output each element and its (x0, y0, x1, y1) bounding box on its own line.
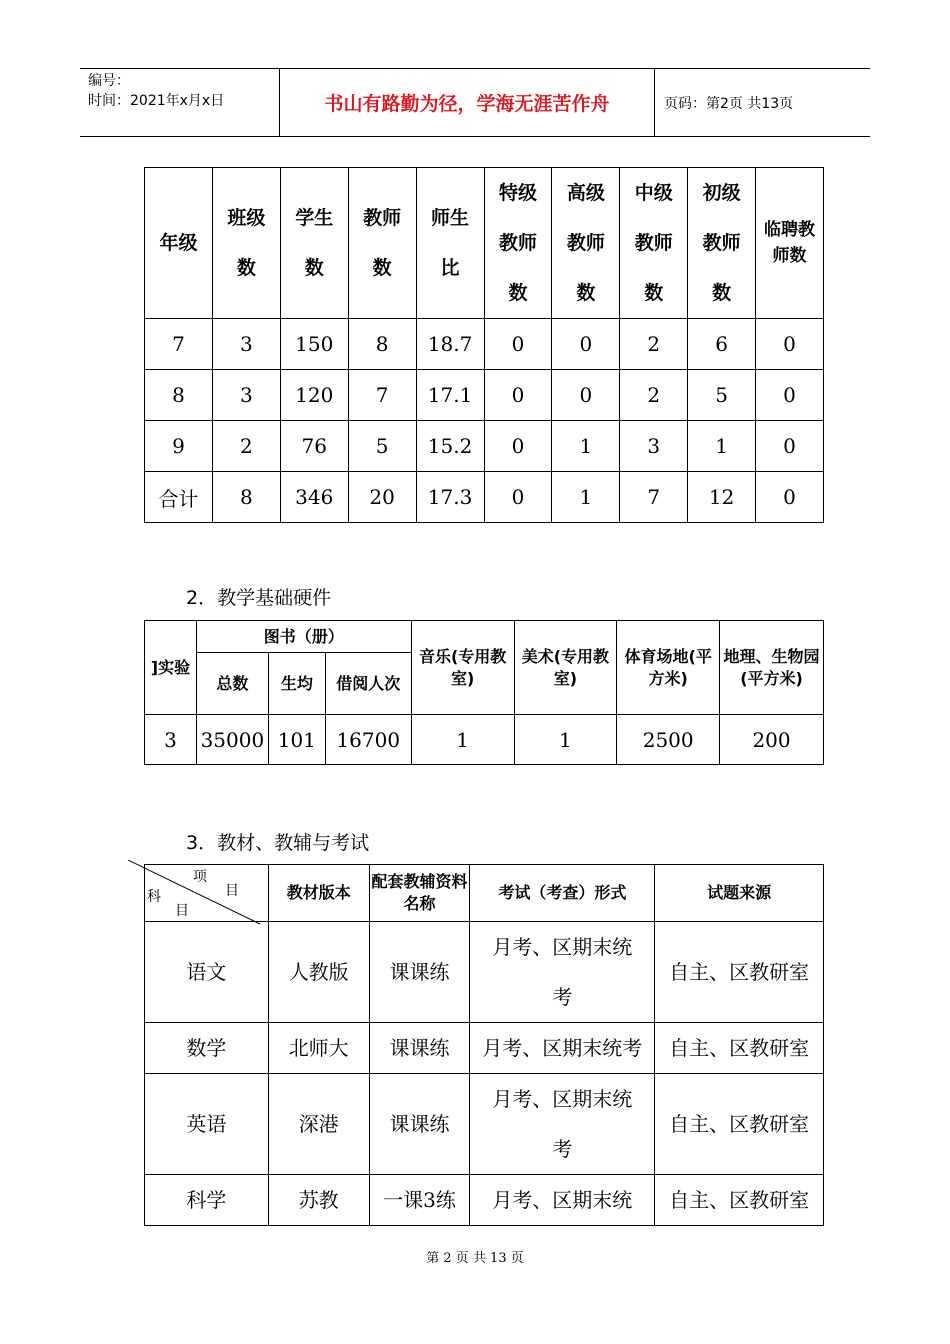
cell: 0 (756, 370, 824, 421)
staff-table-header (145, 168, 824, 319)
th-students: 学生数 (280, 168, 348, 319)
table-row (145, 421, 824, 472)
cell: 101 (268, 715, 325, 765)
cell: 8 (145, 370, 213, 421)
corner-item: 项 (193, 869, 207, 885)
th-garden: 地理、生物园(平方米) (720, 621, 824, 715)
cell: 自主、区教研室 (655, 1074, 824, 1175)
th-junior: 初级教师数 (688, 168, 756, 319)
cell: 数学 (145, 1023, 269, 1074)
cell: 0 (756, 421, 824, 472)
header-motto: 书山有路勤为径，学海无涯苦作舟 (280, 69, 655, 136)
cell: 20 (348, 472, 416, 523)
cell: 语文 (145, 922, 269, 1023)
section-3-title: 3．教材、教辅与考试 (186, 832, 370, 854)
cell: 1 (552, 472, 620, 523)
header-page-info: 页码：第2页 共13页 (664, 95, 794, 112)
cell: 课课练 (369, 1074, 470, 1175)
cell: 月考、区期末统考 (470, 922, 655, 1023)
th-senior: 高级教师数 (552, 168, 620, 319)
staff-table (144, 167, 824, 523)
cell: 一课3练 (369, 1175, 470, 1226)
cell: 5 (348, 421, 416, 472)
cell: 月考、区期末统考 (470, 1023, 655, 1074)
cell: 0 (756, 472, 824, 523)
cell: 7 (620, 472, 688, 523)
th-total: 总数 (196, 653, 268, 715)
header-meta (80, 69, 280, 136)
cell: 科学 (145, 1175, 269, 1226)
corner-subject: 科 (147, 889, 161, 905)
cell: 1 (688, 421, 756, 472)
th-special: 特级教师数 (484, 168, 552, 319)
cell: 8 (212, 472, 280, 523)
cell: 0 (484, 421, 552, 472)
th-books: 图书（册） (196, 621, 411, 653)
cell: 2500 (617, 715, 720, 765)
cell: 月考、区期末统考 (470, 1074, 655, 1175)
corner-mu1: 目 (225, 883, 239, 899)
cell: 17.1 (416, 370, 484, 421)
th-teachers: 教师数 (348, 168, 416, 319)
cell: 3 (212, 370, 280, 421)
table-row (145, 1074, 824, 1175)
th-middle: 中级教师数 (620, 168, 688, 319)
table-row (145, 370, 824, 421)
th-sports: 体育场地(平方米) (617, 621, 720, 715)
cell: 12 (688, 472, 756, 523)
cell: 7 (348, 370, 416, 421)
th-edition: 教材版本 (268, 865, 369, 922)
cell: 6 (688, 319, 756, 370)
cell: 120 (280, 370, 348, 421)
cell: 35000 (196, 715, 268, 765)
table-row (145, 715, 824, 765)
cell: 15.2 (416, 421, 484, 472)
section-2-title: 2．教学基础硬件 (186, 587, 332, 609)
cell: 3 (212, 319, 280, 370)
table-row (145, 1023, 824, 1074)
th-exam-form: 考试（考查）形式 (470, 865, 655, 922)
th-borrow: 借阅人次 (325, 653, 411, 715)
cell: 1 (514, 715, 617, 765)
cell: 7 (145, 319, 213, 370)
cell: 1 (552, 421, 620, 472)
th-music: 音乐(专用教室) (411, 621, 514, 715)
th-grade: 年级 (145, 168, 213, 319)
cell: 200 (720, 715, 824, 765)
cell: 17.3 (416, 472, 484, 523)
table-row (145, 1175, 824, 1226)
cell: 1 (411, 715, 514, 765)
corner-mu2: 目 (175, 903, 189, 919)
cell: 2 (620, 370, 688, 421)
cell: 150 (280, 319, 348, 370)
number-label: 编号： (88, 73, 130, 89)
cell: 2 (620, 319, 688, 370)
th-temp: 临聘教师数 (756, 168, 824, 319)
cell: 0 (756, 319, 824, 370)
cell: 自主、区教研室 (655, 1023, 824, 1074)
corner-diagonal-line (128, 860, 268, 926)
cell: 课课练 (369, 1023, 470, 1074)
cell: 5 (688, 370, 756, 421)
page-footer: 第 2 页 共 13 页 (426, 1251, 524, 1266)
cell: 人教版 (268, 922, 369, 1023)
th-supplement: 配套教辅资料名称 (369, 865, 470, 922)
cell: 月考、区期末统 (470, 1175, 655, 1226)
table-row (145, 922, 824, 1023)
page-header (80, 68, 870, 137)
cell: 3 (620, 421, 688, 472)
cell: 自主、区教研室 (655, 1175, 824, 1226)
th-lab: ]实验 (145, 621, 197, 715)
cell: 76 (280, 421, 348, 472)
hardware-table (144, 620, 824, 765)
cell: 18.7 (416, 319, 484, 370)
table-row (145, 319, 824, 370)
cell: 英语 (145, 1074, 269, 1175)
cell: 苏教 (268, 1175, 369, 1226)
cell: 深港 (268, 1074, 369, 1175)
cell: 8 (348, 319, 416, 370)
time-label: 时间：2021年x月x日 (88, 93, 225, 109)
th-avg: 生均 (268, 653, 325, 715)
cell: 合计 (145, 472, 213, 523)
th-art: 美术(专用教室) (514, 621, 617, 715)
cell: 9 (145, 421, 213, 472)
cell: 0 (484, 319, 552, 370)
th-question-source: 试题来源 (655, 865, 824, 922)
cell: 3 (145, 715, 197, 765)
cell: 北师大 (268, 1023, 369, 1074)
cell: 0 (552, 370, 620, 421)
cell: 0 (484, 472, 552, 523)
cell: 课课练 (369, 922, 470, 1023)
table-row (145, 472, 824, 523)
cell: 346 (280, 472, 348, 523)
cell: 自主、区教研室 (655, 922, 824, 1023)
cell: 2 (212, 421, 280, 472)
cell: 16700 (325, 715, 411, 765)
cell: 0 (484, 370, 552, 421)
th-classes: 班级数 (212, 168, 280, 319)
cell: 0 (552, 319, 620, 370)
th-ratio: 师生比 (416, 168, 484, 319)
hardware-header-1 (145, 621, 824, 653)
